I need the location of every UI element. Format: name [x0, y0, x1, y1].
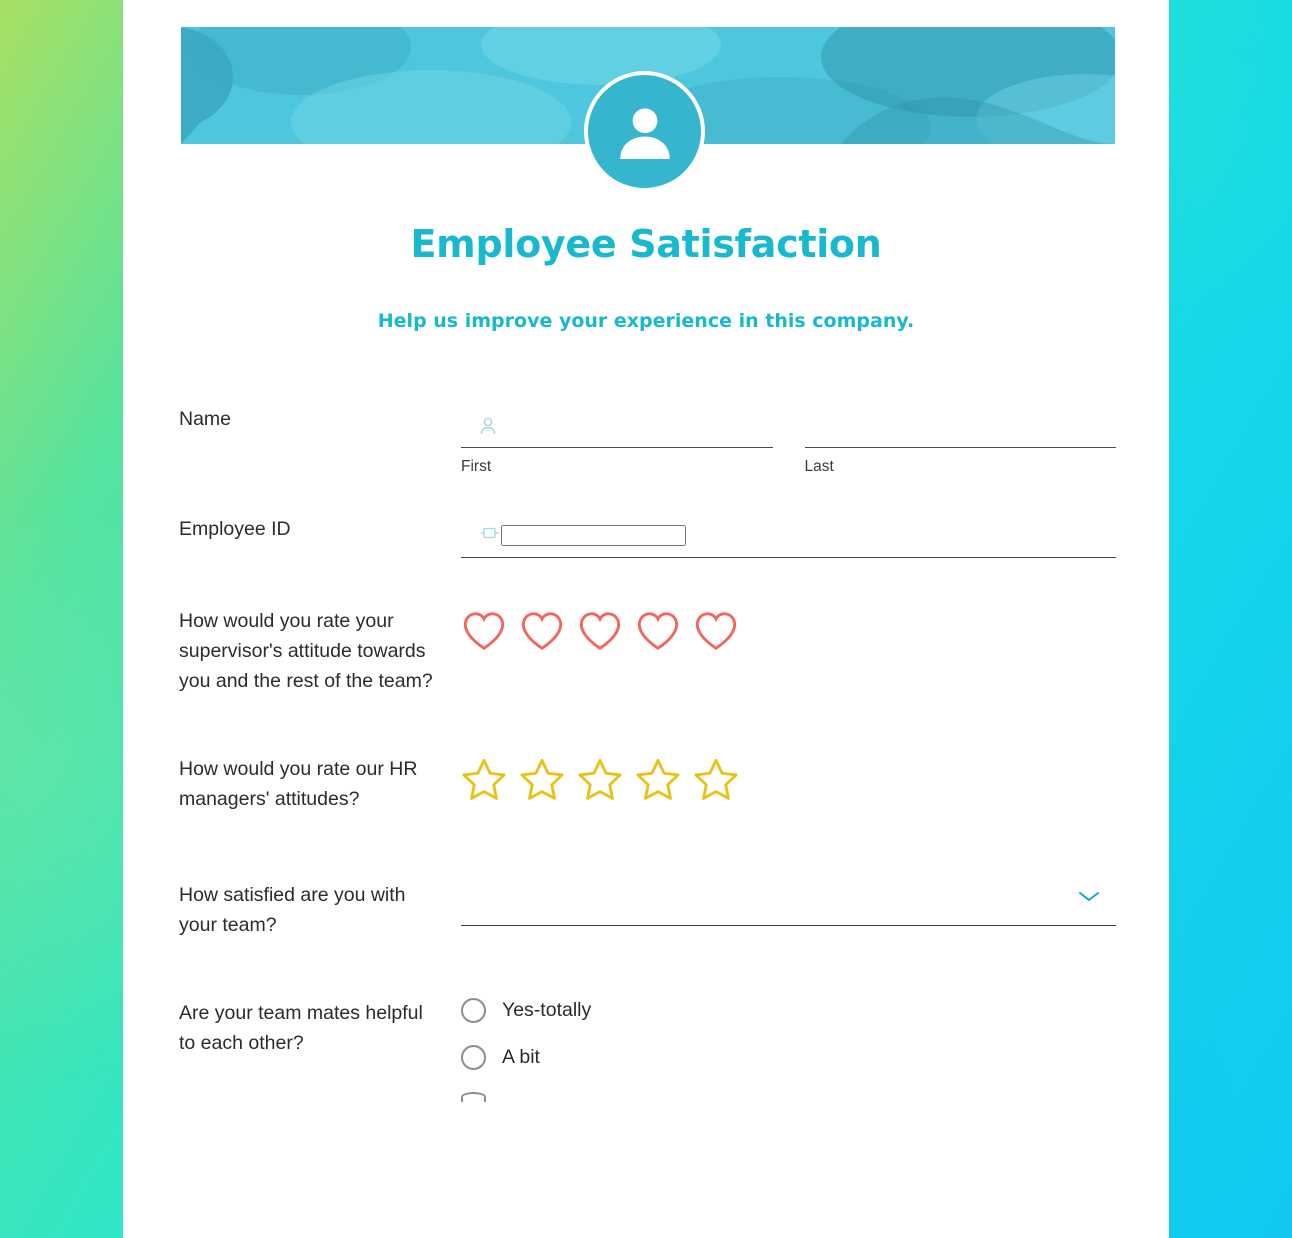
first-name-input-wrap[interactable] [461, 404, 773, 448]
radio-option-a-bit[interactable] [461, 1045, 1116, 1070]
radio-option-yes-totally[interactable] [461, 998, 1116, 1023]
last-name-input-wrap[interactable] [805, 404, 1117, 448]
employee-id-input-wrap[interactable] [461, 514, 1116, 558]
star-icon[interactable] [461, 756, 507, 802]
heart-rating-group[interactable] [461, 608, 1116, 654]
form-fields [123, 404, 1169, 1102]
star-icon[interactable] [693, 756, 739, 802]
field-label-team-helpful: Are your team mates helpful to each other? [179, 1002, 423, 1054]
field-label-name: Name [179, 408, 232, 430]
field-label-team-satisfaction: How satisfied are you with your team? [179, 884, 406, 936]
team-satisfaction-select-wrap[interactable] [461, 880, 1116, 926]
star-icon[interactable] [519, 756, 565, 802]
field-employee-id [123, 514, 1169, 558]
first-name-sublabel: First [461, 458, 492, 475]
radio-label: Yes-totally [502, 999, 592, 1021]
person-icon [479, 416, 497, 436]
form-subtitle: Help us improve your experience in this company. [377, 310, 915, 332]
employee-id-input[interactable] [501, 525, 686, 546]
radio-circle-icon[interactable] [461, 998, 486, 1023]
user-avatar-icon [584, 71, 705, 192]
heart-icon[interactable] [693, 608, 739, 654]
heart-icon[interactable] [461, 608, 507, 654]
field-label-employee-id: Employee ID [179, 518, 291, 540]
page-title: Employee Satisfaction [410, 222, 882, 266]
id-card-icon [479, 525, 501, 546]
field-hr-rating [123, 754, 1169, 814]
field-label-hr-rating: How would you rate our HR managers' attitudes? [179, 758, 418, 810]
field-team-satisfaction [123, 880, 1169, 940]
last-name-sublabel: Last [804, 458, 834, 475]
heart-icon[interactable] [519, 608, 565, 654]
star-rating-group[interactable] [461, 756, 1116, 802]
first-name-input[interactable] [497, 405, 773, 447]
field-team-helpful [123, 998, 1169, 1102]
field-label-supervisor-rating: How would you rate your supervisor's attitude towards you and the rest of the team? [179, 610, 433, 692]
heart-icon[interactable] [635, 608, 681, 654]
radio-option-partial[interactable] [461, 1092, 1116, 1102]
field-supervisor-rating [123, 606, 1169, 696]
team-satisfaction-select[interactable] [461, 881, 1116, 925]
heart-icon[interactable] [577, 608, 623, 654]
star-icon[interactable] [635, 756, 681, 802]
radio-circle-icon[interactable] [461, 1045, 486, 1070]
radio-circle-icon[interactable] [461, 1092, 486, 1102]
radio-label: A bit [502, 1046, 540, 1068]
star-icon[interactable] [577, 756, 623, 802]
field-name [123, 404, 1169, 476]
form-card [123, 0, 1169, 1238]
last-name-input[interactable] [811, 405, 1117, 447]
